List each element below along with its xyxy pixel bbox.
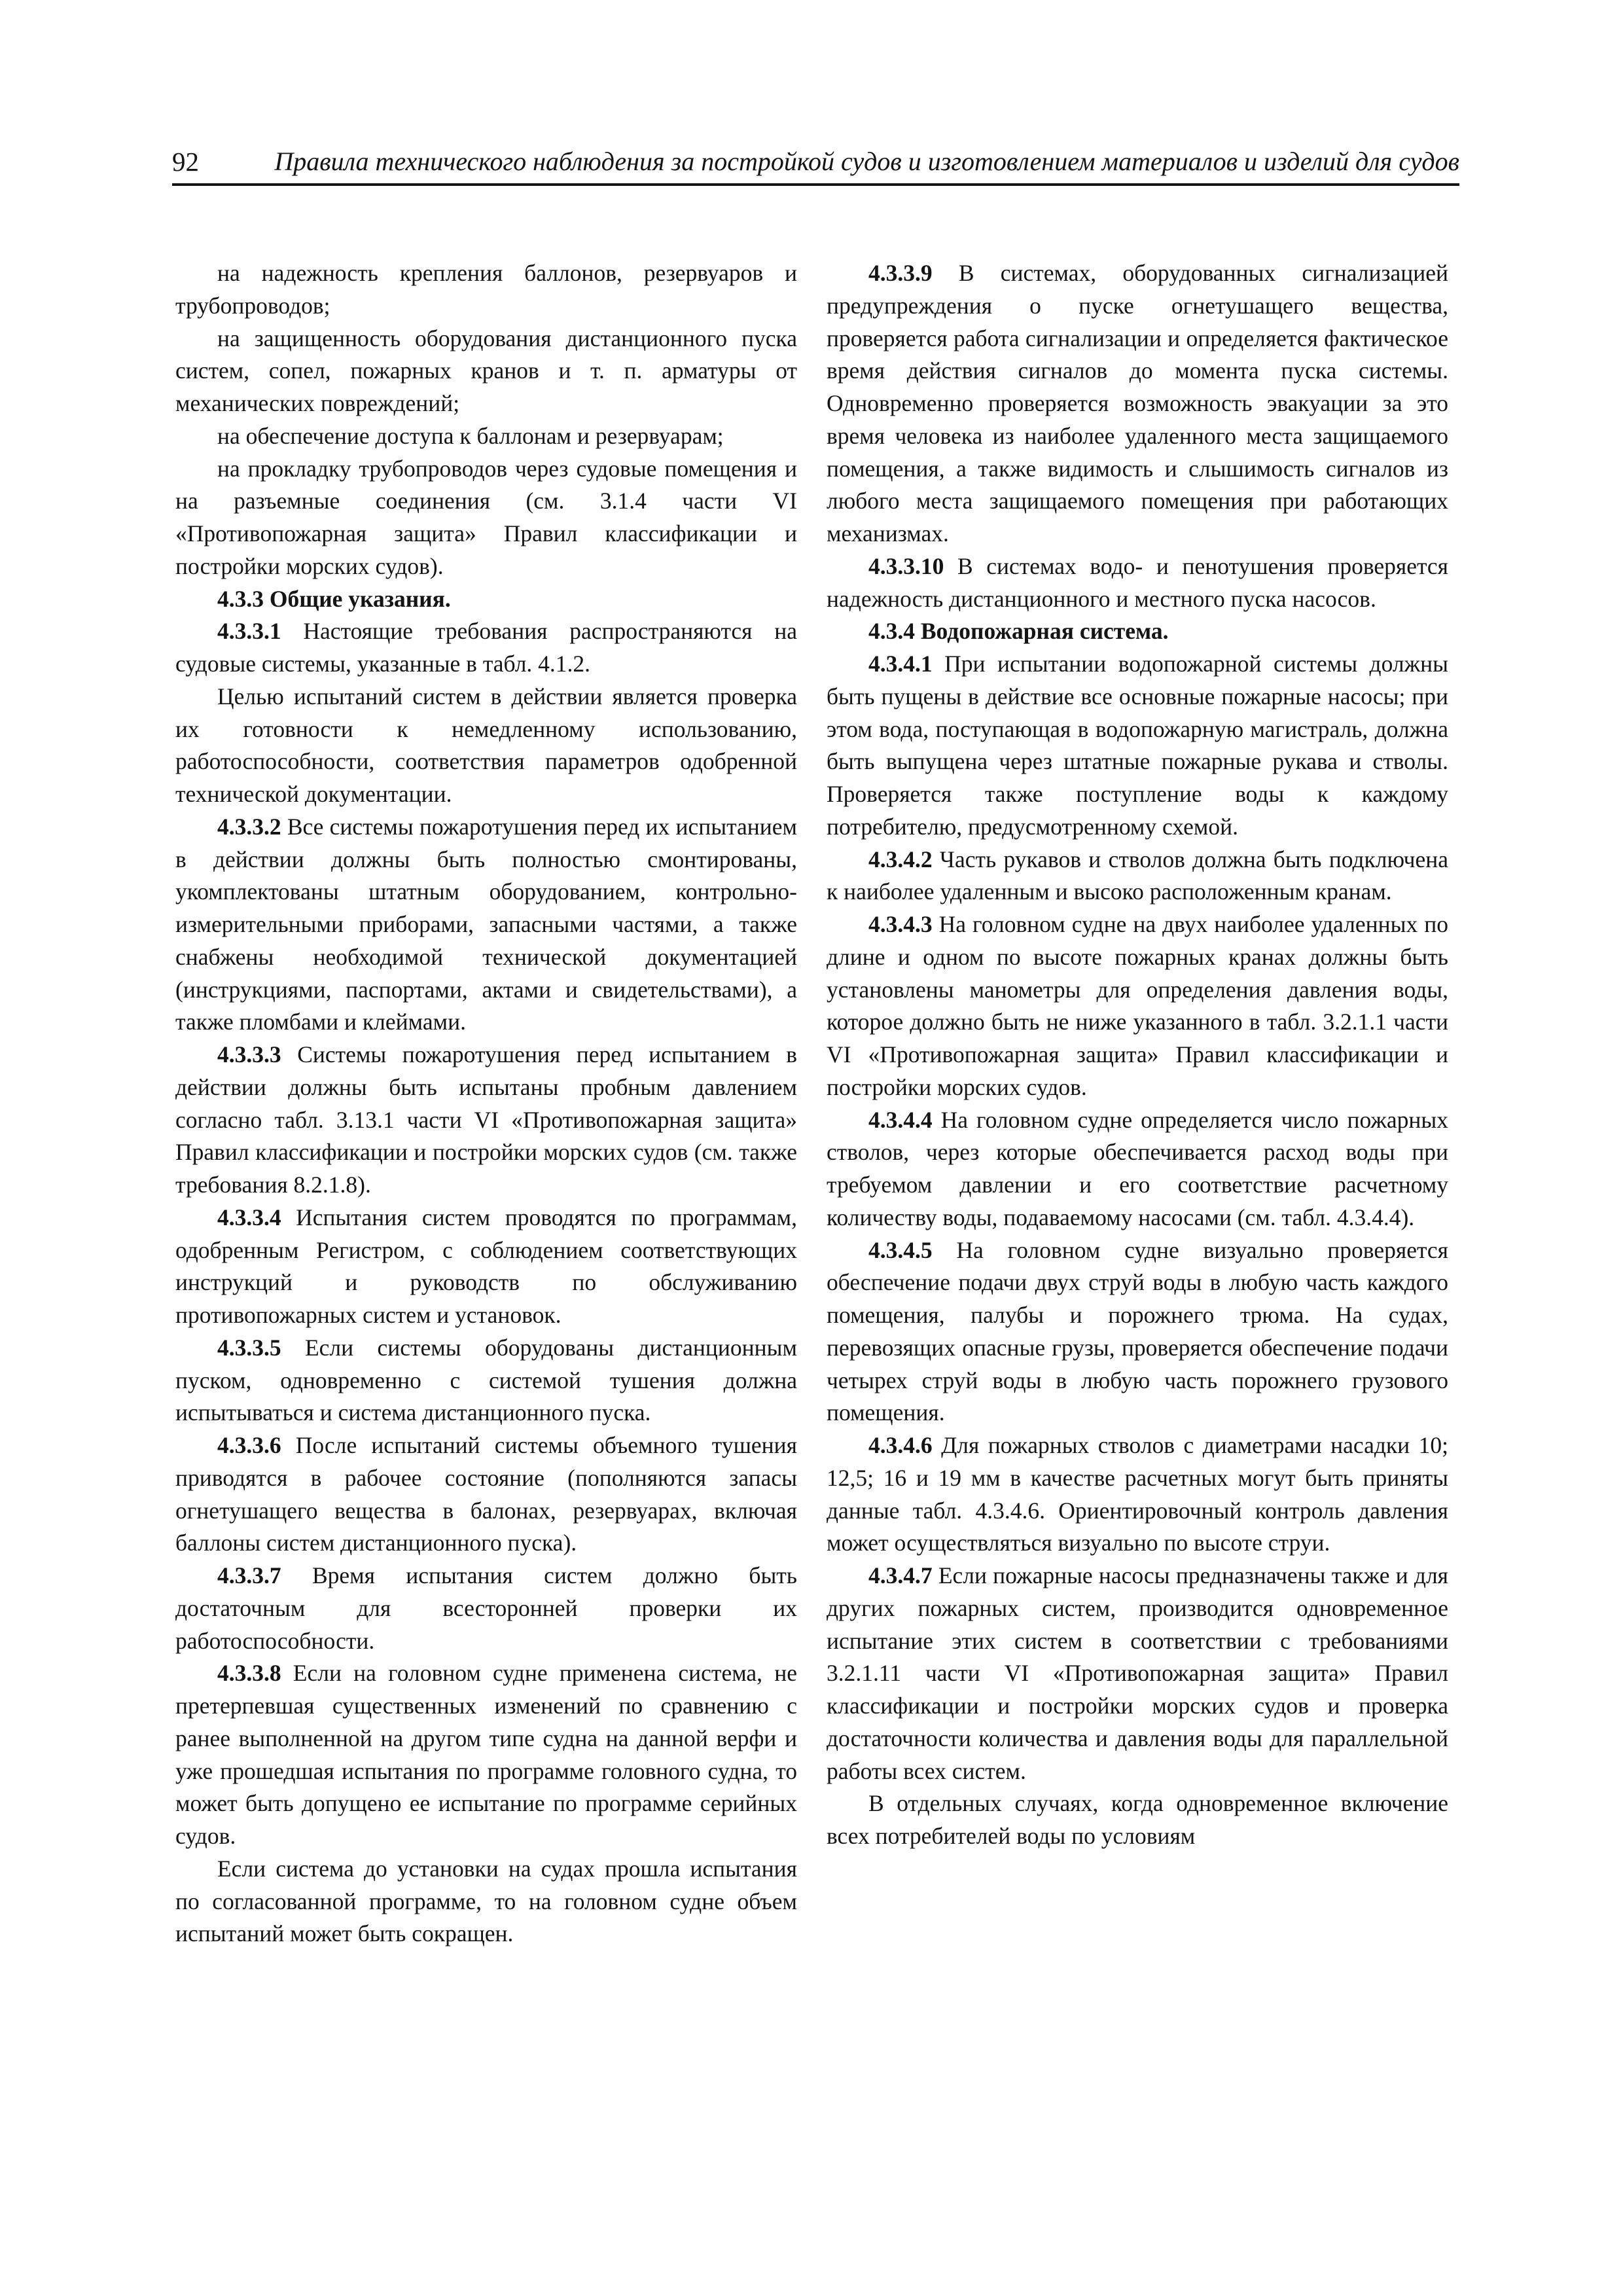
clause-number: 4.3.3.2	[217, 813, 281, 840]
paragraph	[175, 257, 797, 323]
paragraph	[827, 1429, 1448, 1560]
paragraph-text: Системы пожаротушения перед испытанием в действии должны быть испытаны пробным давлением согласно табл. 3.13.1 части VI «Противопожарная защита» Правил классификации и постройки морских судов (см. также требования 8.2.1.8).	[175, 1041, 797, 1198]
paragraph-text: Настоящие требования распространяются на судовые системы, указанные в табл. 4.1.2.	[175, 618, 797, 677]
paragraph-text: После испытаний системы объемного тушения приводятся в рабочее состояние (пополняются запасы огнетушащего вещества в балонах, резервуарах, включая баллоны систем дистанционного пуска).	[175, 1432, 797, 1556]
clause-number: 4.3.3 Общие указания.	[217, 585, 451, 612]
paragraph	[175, 1853, 797, 1950]
paragraph	[175, 420, 797, 453]
paragraph	[175, 681, 797, 811]
paragraph	[827, 1560, 1448, 1787]
paragraph-text: Часть рукавов и стволов должна быть подключена к наиболее удаленным и высоко расположенным кранам.	[827, 846, 1448, 905]
right-column	[827, 257, 1448, 1853]
clause-number: 4.3.3.4	[217, 1204, 281, 1230]
paragraph	[827, 257, 1448, 550]
clause-number: 4.3.4.6	[868, 1432, 933, 1458]
paragraph-text: Целью испытаний систем в действии является проверка их готовности к немедленному использованию, работоспособности, соответствия параметров одобренной технической документации.	[175, 683, 797, 807]
paragraph	[175, 1332, 797, 1429]
clause-number: 4.3.3.6	[217, 1432, 281, 1458]
paragraph-text: на надежность крепления баллонов, резервуаров и трубопроводов;	[175, 260, 797, 319]
section-heading	[175, 583, 797, 616]
paragraph	[175, 1657, 797, 1853]
paragraph-text: В системах водо- и пенотушения проверяется надежность дистанционного и местного пуска насосов.	[827, 552, 1448, 612]
clause-number: 4.3.3.8	[217, 1660, 281, 1687]
page-number: 92	[172, 147, 199, 177]
clause-number: 4.3.4.7	[868, 1562, 933, 1588]
clause-number: 4.3.3.7	[217, 1562, 281, 1588]
paragraph	[827, 550, 1448, 616]
paragraph	[175, 1039, 797, 1202]
paragraph-text: на обеспечение доступа к баллонам и резервуарам;	[217, 422, 724, 449]
paragraph	[827, 1104, 1448, 1234]
page-header	[172, 145, 1459, 186]
paragraph	[827, 648, 1448, 844]
paragraph-text: Если системы оборудованы дистанционным пуском, одновременно с системой тушения должна испытываться и система дистанционного пуска.	[175, 1334, 797, 1426]
paragraph	[175, 1429, 797, 1560]
paragraph-text: На головном судне на двух наиболее удаленных по длине и одном по высоте пожарных кранах должны быть установлены манометры для определения давления воды, которое должно быть не ниже указанного в табл. 3.2.1.1 части VI «Противопожарная защита» Правил классификации и постройки морских судов.	[827, 911, 1448, 1100]
paragraph	[175, 453, 797, 583]
clause-number: 4.3.4.3	[868, 911, 933, 937]
clause-number: 4.3.3.1	[217, 618, 281, 645]
clause-number: 4.3.4.5	[868, 1236, 933, 1263]
clause-number: 4.3.4 Водопожарная система.	[868, 618, 1169, 645]
paragraph-text: на прокладку трубопроводов через судовые помещения и на разъемные соединения (см. 3.1.4 части VI «Противопожарная защита» Правил классификации и постройки морских судов).	[175, 455, 797, 579]
clause-number: 4.3.3.3	[217, 1041, 281, 1067]
paragraph-text: на защищенность оборудования дистанционного пуска систем, сопел, пожарных кранов и т. п. арматуры от механических повреждений;	[175, 325, 797, 416]
paragraph-text: Для пожарных стволов с диаметрами насадки 10; 12,5; 16 и 19 мм в качестве расчетных могут быть приняты данные табл. 4.3.4.6. Ориентировочный контроль давления может осуществляться визуально по высоте струи.	[827, 1432, 1448, 1556]
clause-number: 4.3.3.9	[868, 260, 933, 286]
paragraph	[827, 908, 1448, 1104]
running-title: Правила технического наблюдения за постройкой судов и изготовлением материалов и изделий для судов	[274, 147, 1459, 176]
clause-number: 4.3.4.2	[868, 846, 933, 872]
paragraph-text: Если на головном судне применена система, не претерпевшая существенных изменений по сравнению с ранее выполненной на другом типе судна на данной верфи и уже прошедшая испытания по программе головного судна, то может быть допущено ее испытание по программе серийных судов.	[175, 1660, 797, 1849]
paragraph	[175, 1202, 797, 1332]
clause-number: 4.3.3.10	[868, 552, 944, 579]
paragraph	[175, 811, 797, 1039]
paragraph-text: Время испытания систем должно быть достаточным для всесторонней проверки их работоспособности.	[175, 1562, 797, 1654]
paragraph	[175, 1560, 797, 1657]
paragraph-text: Если система до установки на судах прошла испытания по согласованной программе, то на головном судне объем испытаний может быть сокращен.	[175, 1855, 797, 1947]
paragraph	[175, 615, 797, 681]
paragraph-text: Все системы пожаротушения перед их испытанием в действии должны быть полностью смонтированы, укомплектованы штатным оборудованием, контрольно-измерительными приборами, запасными частями, а также снабжены необходимой технической документацией (инструкциями, паспортами, актами и свидетельствами), а также пломбами и клеймами.	[175, 813, 797, 1035]
paragraph	[827, 1787, 1448, 1853]
clause-number: 4.3.4.4	[868, 1106, 933, 1133]
paragraph-text: В системах, оборудованных сигнализацией предупреждения о пуске огнетушащего вещества, проверяется работа сигнализации и определяется фактическое время действия сигналов до момента пуска системы. Одновременно проверяется возможность эвакуации за это время человека из наиболее удаленного места защищаемого помещения, а также видимость и слышимость сигналов из любого места защищаемого помещения при работающих механизмах.	[827, 260, 1448, 547]
paragraph-text: В отдельных случаях, когда одновременное включение всех потребителей воды по условиям	[827, 1790, 1448, 1849]
paragraph	[175, 323, 797, 420]
section-heading	[827, 615, 1448, 648]
paragraph-text: Испытания систем проводятся по программам, одобренным Регистром, с соблюдением соответствующих инструкций и руководств по обслуживанию противопожарных систем и установок.	[175, 1204, 797, 1328]
clause-number: 4.3.3.5	[217, 1334, 281, 1361]
paragraph-text: На головном судне определяется число пожарных стволов, через которые обеспечивается расход воды при требуемом давлении и его соответствие расчетному количеству воды, подаваемому насосами (см. табл. 4.3.4.4).	[827, 1106, 1448, 1230]
paragraph	[827, 1234, 1448, 1430]
paragraph-text: При испытании водопожарной системы должны быть пущены в действие все основные пожарные насосы; при этом вода, поступающая в водопожарную магистраль, должна быть выпущена через штатные пожарные рукава и стволы. Проверяется также поступление воды к каждому потребителю, предусмотренному схемой.	[827, 651, 1448, 840]
paragraph	[827, 844, 1448, 909]
paragraph-text: Если пожарные насосы предназначены также и для других пожарных систем, производится одновременное испытание этих систем в соответствии с требованиями 3.2.1.11 части VI «Противопожарная защита» Правил классификации и постройки морских судов и проверка достаточности количества и давления воды для параллельной работы всех систем.	[827, 1562, 1448, 1784]
paragraph-text: На головном судне визуально проверяется обеспечение подачи двух струй воды в любую часть каждого помещения, палубы и порожнего трюма. На судах, перевозящих опасные грузы, проверяется обеспечение подачи четырех струй воды в любую часть порожнего грузового помещения.	[827, 1236, 1448, 1426]
left-column	[175, 257, 797, 1950]
clause-number: 4.3.4.1	[868, 651, 933, 677]
